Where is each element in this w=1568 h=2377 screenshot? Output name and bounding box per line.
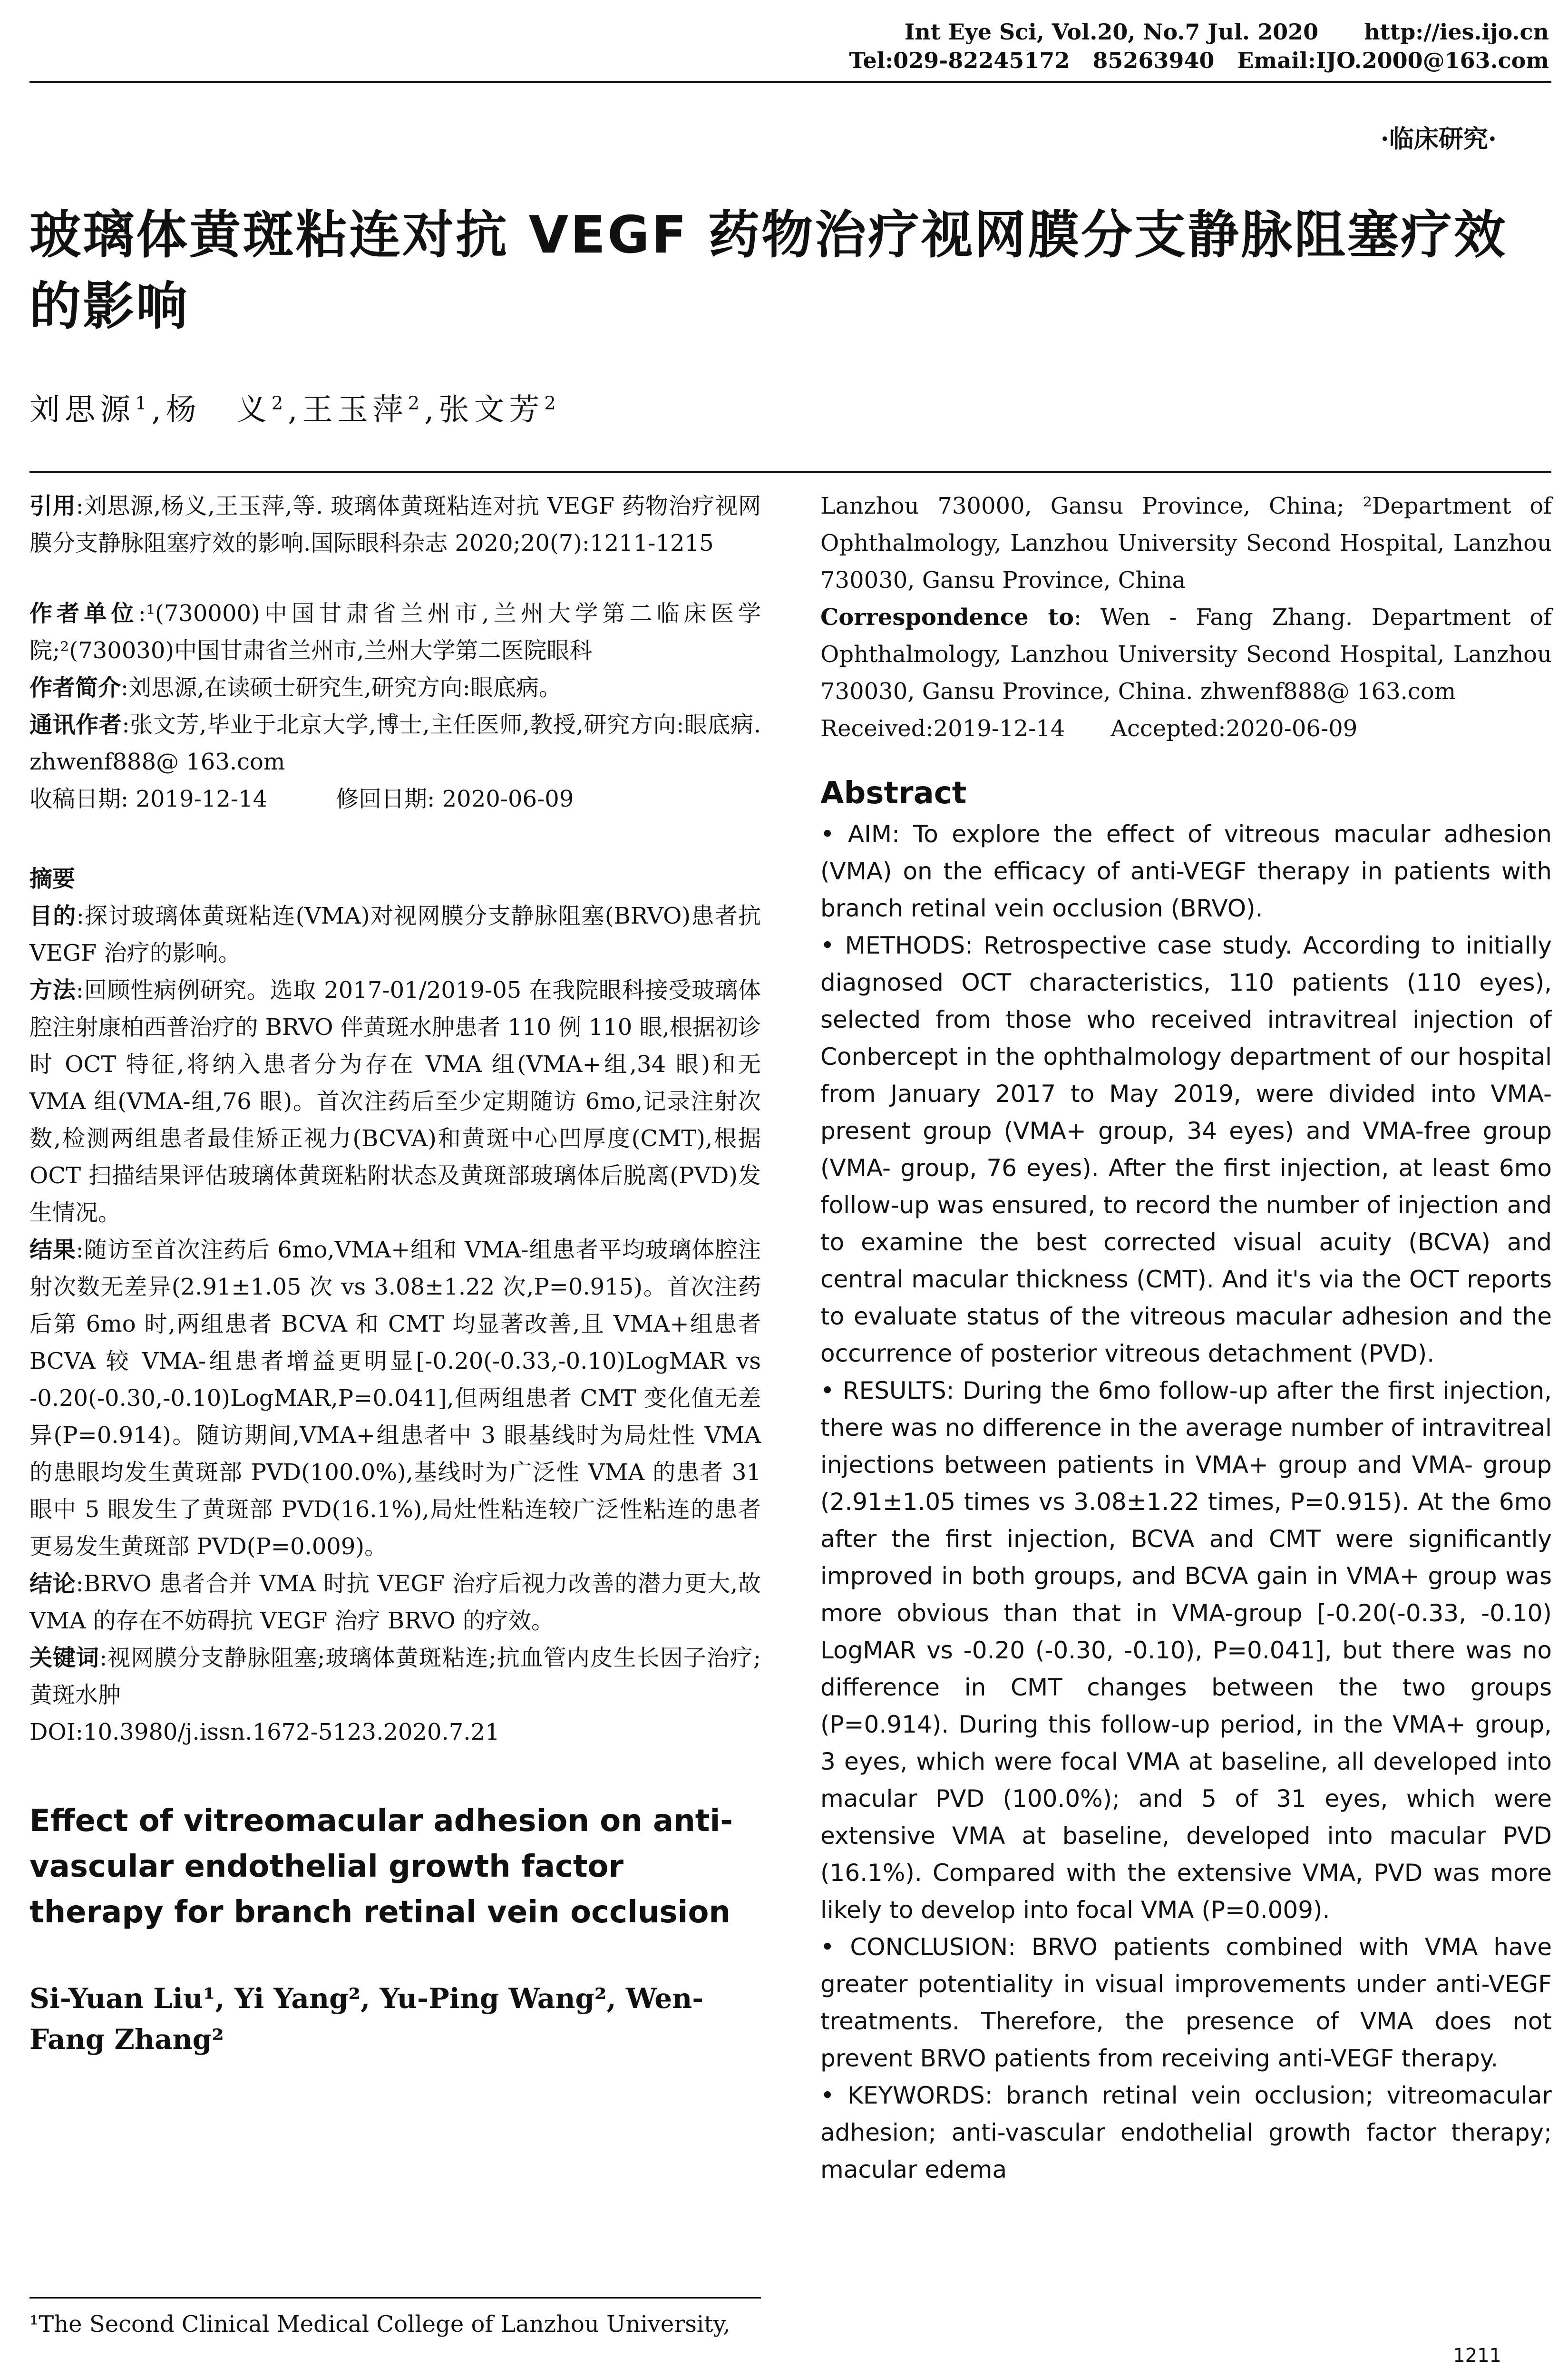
unit-text: :¹(730000)中国甘肃省兰州市,兰州大学第二临床医学院;²(730030)中国甘肃省兰州市,兰州大学第二医院眼科	[29, 600, 761, 664]
author-sup: 2	[271, 392, 288, 414]
conclusion-label: 结论	[29, 1570, 76, 1597]
paper-title: 玻璃体黄斑粘连对抗 VEGF 药物治疗视网膜分支静脉阻塞疗效的影响	[29, 205, 1507, 336]
correspondence-text: : Wen - Fang Zhang. Department of Ophthalmology, Lanzhou University Second Hospital, Lanzhou 730030, Gansu Province, China. zhwenf888@ 163.com	[820, 604, 1552, 705]
keywords-text: :视网膜分支静脉阻塞;玻璃体黄斑粘连;抗血管内皮生长因子治疗;黄斑水肿	[29, 1645, 761, 1708]
author-name: 张文芳	[438, 392, 545, 428]
methods-label: 方法	[29, 977, 76, 1003]
abstract-heading-cn: 摘要	[29, 866, 76, 892]
keywords-label: 关键词	[29, 1645, 100, 1671]
methods-cn	[29, 972, 761, 1231]
received-dates: Received:2019-12-14 Accepted:2020-06-09	[820, 715, 1358, 742]
methods-text: :回顾性病例研究。选取 2017-01/2019-05 在我院眼科接受玻璃体腔注射康柏西普治疗的 BRVO 伴黄斑水肿患者 110 例 110 眼,根据初诊时 OCT 特征,将纳入患者分为存在 VMA 组(VMA+组,34 眼)和无 VMA 组(VMA-组,76 眼)。首次注药后至少定期随访 6mo,记录注射次数,检测两组患者最佳矫正视力(BCVA)和黄斑中心凹厚度(CMT),根据 OCT 扫描结果评估玻璃体黄斑粘附状态及黄斑部玻璃体后脱离(PVD)发生情况。	[29, 977, 761, 1226]
objective	[29, 897, 761, 972]
header-rule	[29, 81, 1551, 83]
abstract-heading-en: Abstract	[820, 776, 967, 811]
author-sep: ,	[424, 392, 439, 428]
keywords-cn	[29, 1639, 761, 1714]
unit-label: 作者单位	[29, 600, 138, 627]
doi: DOI:10.3980/j.issn.1672-5123.2020.7.21	[29, 1719, 500, 1745]
affiliation-continued: Lanzhou 730000, Gansu Province, China; ²Department of Ophthalmology, Lanzhou University Second Hospital, Lanzhou 730030, Gansu Province, China	[820, 493, 1552, 594]
affiliation-footnote	[29, 2306, 761, 2343]
conclusion-cn	[29, 1565, 761, 1639]
running-header-contact: Tel:029-82245172 85263940 Email:IJO.2000@163.com	[849, 48, 1549, 73]
corresponding-author	[29, 706, 761, 780]
author-sep: ,	[288, 392, 302, 428]
left-column	[29, 487, 761, 2060]
citation-label: 引用	[29, 493, 76, 519]
bio-label: 作者简介	[29, 674, 121, 701]
page-number: 1211	[1453, 2345, 1501, 2367]
abstract-conclusion: • CONCLUSION: BRVO patients combined with VMA have greater potentiality in visual improvements under anti-VEGF treatments. Therefore, the presence of VMA does not prevent BRVO patients from receiving anti-VEGF therapy.	[820, 1933, 1552, 2072]
citation-text: :刘思源,杨义,王玉萍,等. 玻璃体黄斑粘连对抗 VEGF 药物治疗视网膜分支静脉阻塞疗效的影响.国际眼科杂志 2020;20(7):1211-1215	[29, 493, 761, 556]
title-rule	[29, 471, 1551, 473]
correspondence-label: Correspondence to	[820, 604, 1074, 631]
corr-text: :张文芳,毕业于北京大学,博士,主任医师,教授,研究方向:眼底病. zhwenf888@ 163.com	[29, 711, 761, 775]
affiliation-text: ¹The Second Clinical Medical College of Lanzhou University,	[29, 2311, 730, 2338]
dates: 收稿日期: 2019-12-14 修回日期: 2020-06-09	[29, 786, 574, 812]
author-name: 刘思源	[29, 392, 135, 428]
abstract-results: • RESULTS: During the 6mo follow-up after the first injection, there was no difference in the average number of intravitreal injections between patients in VMA+ group and VMA- group (2.91±1.05 times vs 3.08±1.22 times, P=0.915). At the 6mo after the first injection, BCVA and CMT were significantly improved in both groups, and BCVA gain in VMA+ group was more obvious than that in VMA-group [-0.20(-0.33, -0.10) LogMAR vs -0.20 (-0.30, -0.10), P=0.041], but there was no difference in CMT changes between the two groups (P=0.914). During this follow-up period, in the VMA+ group, 3 eyes, which were focal VMA at baseline, all developed into macular PVD (100.0%); and 5 of 31 eyes, which were extensive VMA at baseline, developed into macular PVD (16.1%). Compared with the extensive VMA, PVD was more likely to develop into focal VMA (P=0.009).	[820, 1377, 1552, 1924]
author-sup: 2	[544, 392, 561, 414]
bio-text: :刘思源,在读硕士研究生,研究方向:眼底病。	[121, 674, 562, 701]
correspondence-en	[820, 599, 1552, 710]
author-name: 杨 义	[166, 392, 272, 428]
footnote-rule	[29, 2297, 761, 2299]
author-bio	[29, 669, 761, 706]
objective-text: :探讨玻璃体黄斑粘连(VMA)对视网膜分支静脉阻塞(BRVO)患者抗 VEGF 治疗的影响。	[29, 903, 761, 966]
author-sup: 2	[408, 392, 424, 414]
author-unit	[29, 595, 761, 669]
author-sep: ,	[151, 392, 166, 428]
running-header-journal: Int Eye Sci, Vol.20, No.7 Jul. 2020 http://ies.ijo.cn	[904, 19, 1549, 45]
english-title: Effect of vitreomacular adhesion on anti-vascular endothelial growth factor therapy for branch retinal vein occlusion	[29, 1803, 733, 1930]
results-cn	[29, 1231, 761, 1565]
abstract-methods: • METHODS: Retrospective case study. According to initially diagnosed OCT characteristics, 110 patients (110 eyes), selected from those who received intravitreal injection of Conbercept in the ophthalmology department of our hospital from January 2017 to May 2019, were divided into VMA-present group (VMA+ group, 34 eyes) and VMA-free group (VMA- group, 76 eyes). After the first injection, at least 6mo follow-up was ensured, to record the number of injection and to examine the best corrected visual acuity (BCVA) and central macular thickness (CMT). And it's via the OCT reports to evaluate status of the vitreous macular adhesion and the occurrence of posterior vitreous detachment (PVD).	[820, 932, 1552, 1367]
abstract-aim: • AIM: To explore the effect of vitreous macular adhesion (VMA) on the efficacy of anti-VEGF therapy in patients with branch retinal vein occlusion (BRVO).	[820, 820, 1552, 922]
author-sup: 1	[135, 392, 152, 414]
section-label: ·临床研究·	[1380, 125, 1497, 154]
author-name: 王玉萍	[302, 392, 408, 428]
results-label: 结果	[29, 1237, 76, 1263]
english-authors: Si-Yuan Liu¹, Yi Yang², Yu-Ping Wang², Wen-Fang Zhang²	[29, 1982, 704, 2056]
abstract-keywords: • KEYWORDS: branch retinal vein occlusion; vitreomacular adhesion; anti-vascular endothelial growth factor therapy; macular edema	[820, 2082, 1552, 2183]
objective-label: 目的	[29, 903, 77, 929]
corr-label: 通讯作者	[29, 711, 122, 738]
authors-cn	[29, 385, 561, 429]
results-text: :随访至首次注药后 6mo,VMA+组和 VMA-组患者平均玻璃体腔注射次数无差异(2.91±1.05 次 vs 3.08±1.22 次,P=0.915)。首次注药后第 6mo 时,两组患者 BCVA 和 CMT 均显著改善,且 VMA+组患者 BCVA 较 VMA-组患者增益更明显[-0.20(-0.33,-0.10)LogMAR vs -0.20(-0.30,-0.10)LogMAR,P=0.041],但两组患者 CMT 变化值无差异(P=0.914)。随访期间,VMA+组患者中 3 眼基线时为局灶性 VMA 的患眼均发生黄斑部 PVD(100.0%),基线时为广泛性 VMA 的患者 31 眼中 5 眼发生了黄斑部 PVD(16.1%),局灶性粘连较广泛性粘连的患者更易发生黄斑部 PVD(P=0.009)。	[29, 1237, 761, 1560]
conclusion-text: :BRVO 患者合并 VMA 时抗 VEGF 治疗后视力改善的潜力更大,故 VMA 的存在不妨碍抗 VEGF 治疗 BRVO 的疗效。	[29, 1570, 761, 1634]
citation	[29, 487, 761, 562]
right-column	[820, 487, 1552, 2188]
